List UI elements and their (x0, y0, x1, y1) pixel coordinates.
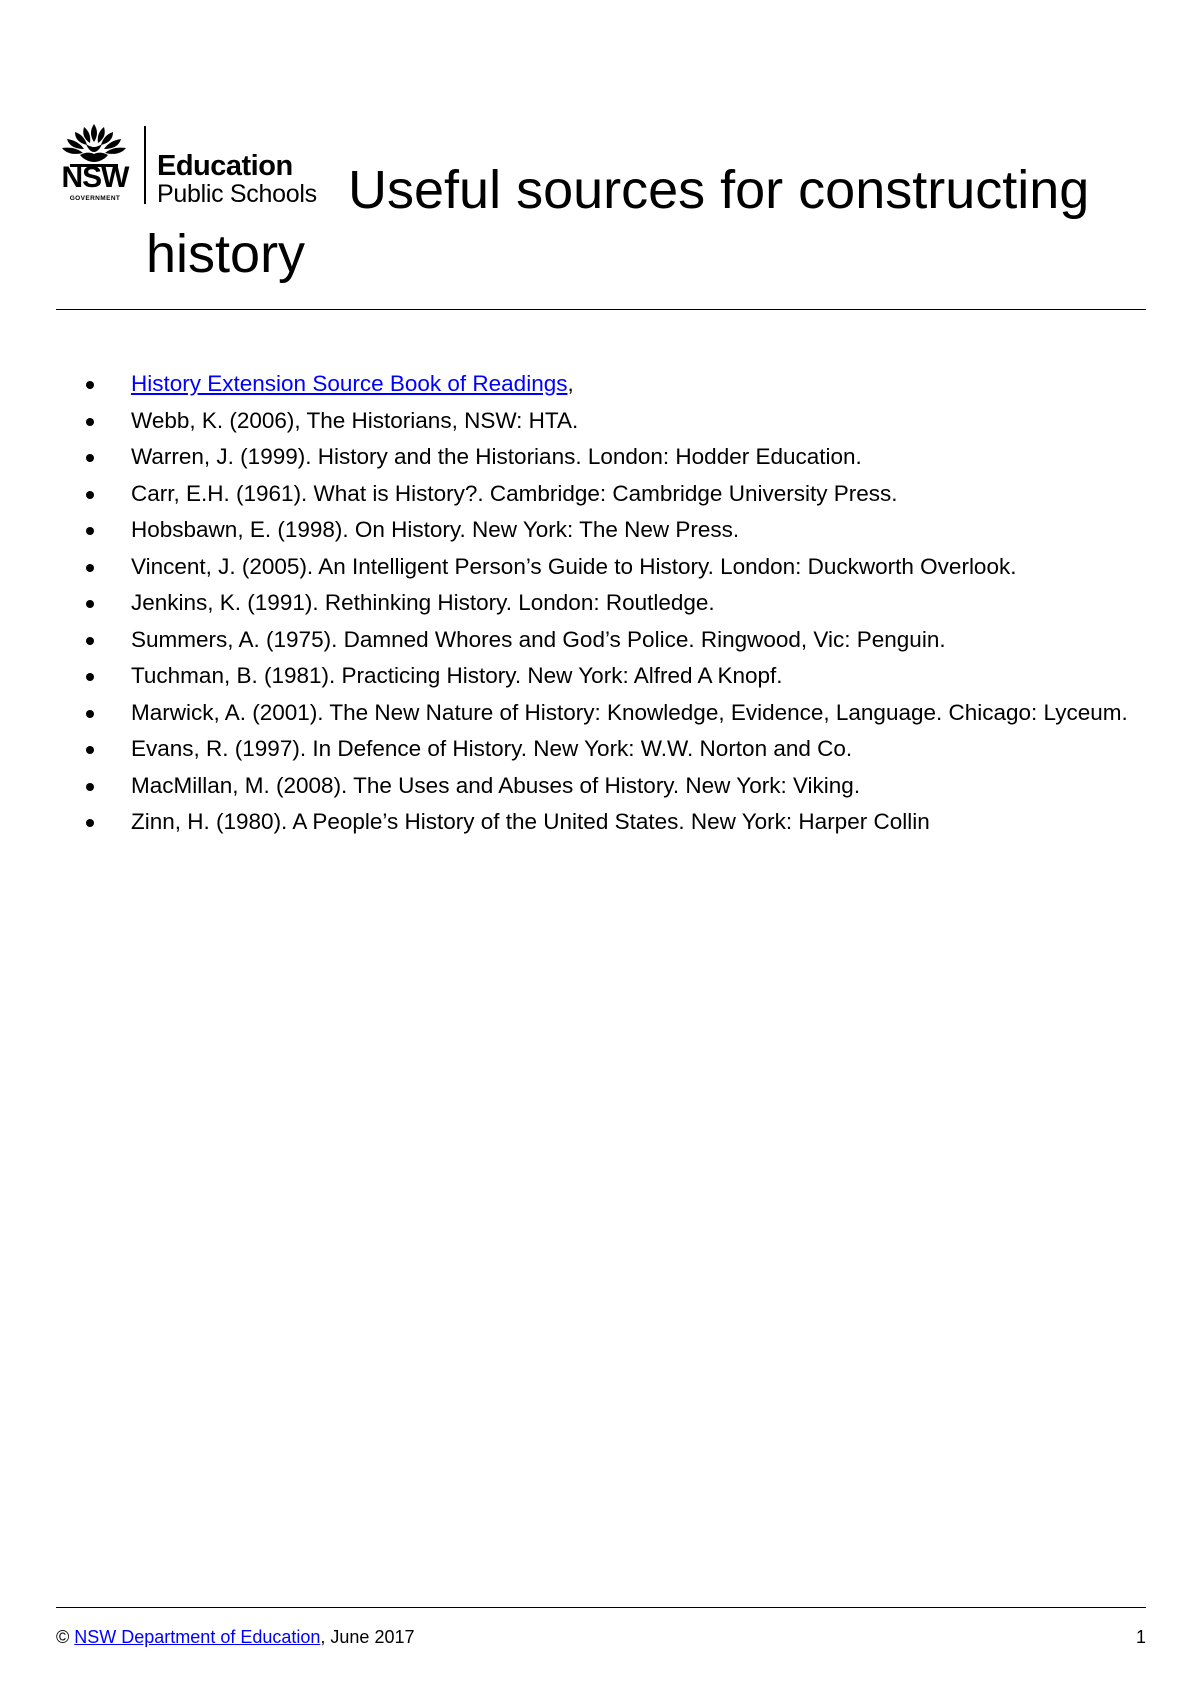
source-citation: Webb, K. (2006), The Historians, NSW: HTA. (131, 407, 579, 433)
bullet-icon (86, 418, 94, 426)
bullet-icon (86, 381, 94, 389)
source-citation: Vincent, J. (2005). An Intelligent Person’s Guide to History. London: Duckworth Overlook. (131, 553, 1017, 579)
list-item (56, 480, 1146, 507)
page-footer (56, 1626, 1146, 1648)
government-wordmark: GOVERNMENT (69, 195, 121, 202)
list-item (56, 808, 1146, 835)
source-citation: Carr, E.H. (1961). What is History?. Cambridge: Cambridge University Press. (131, 480, 898, 506)
logo-public-schools-text: Public Schools (157, 180, 317, 208)
source-citation: Tuchman, B. (1981). Practicing History. New York: Alfred A Knopf. (131, 663, 783, 688)
sources-list (56, 370, 1146, 845)
bullet-icon (86, 564, 94, 572)
source-book-link[interactable]: History Extension Source Book of Readings (131, 371, 568, 396)
bullet-icon (86, 710, 94, 718)
bullet-icon (86, 454, 94, 462)
source-citation: Evans, R. (1997). In Defence of History. New York: W.W. Norton and Co. (131, 736, 853, 761)
source-citation: Jenkins, K. (1991). Rethinking History. London: Routledge. (131, 590, 715, 615)
list-item (56, 443, 1146, 470)
page-title: Useful sources for constructing history (146, 160, 1090, 284)
list-item (56, 407, 1146, 434)
source-citation: Summers, A. (1975). Damned Whores and God’s Police. Ringwood, Vic: Penguin. (131, 626, 946, 652)
list-item (56, 589, 1146, 616)
bullet-icon (86, 527, 94, 535)
bullet-icon (86, 819, 94, 827)
copyright-symbol: © (56, 1627, 70, 1647)
list-item (56, 516, 1146, 543)
list-item (56, 699, 1146, 726)
nsw-department-link[interactable]: NSW Department of Education (74, 1627, 321, 1647)
source-citation: Marwick, A. (2001). The New Nature of History: Knowledge, Evidence, Language. Chicago: Lyceum. (131, 699, 1128, 725)
list-item (56, 735, 1146, 762)
logo-education-text: Education (157, 150, 293, 182)
bullet-icon (86, 746, 94, 754)
page-number: 1 (1135, 1627, 1146, 1647)
source-citation: Warren, J. (1999). History and the Historians. London: Hodder Education. (131, 444, 862, 469)
list-item (56, 662, 1146, 689)
footer-date: , June 2017 (320, 1627, 415, 1647)
list-item (56, 626, 1146, 653)
list-item (56, 772, 1146, 799)
bullet-icon (86, 783, 94, 791)
bullet-icon (86, 637, 94, 645)
list-item (56, 370, 1146, 397)
bullet-icon (86, 491, 94, 499)
source-citation: Hobsbawn, E. (1998). On History. New York: The New Press. (131, 517, 740, 542)
header-divider (56, 309, 1146, 310)
source-citation: Zinn, H. (1980). A People’s History of the United States. New York: Harper Collin (131, 809, 930, 834)
bullet-icon (86, 600, 94, 608)
source-citation: MacMillan, M. (2008). The Uses and Abuses of History. New York: Viking. (131, 772, 861, 798)
bullet-icon (86, 673, 94, 681)
footer-divider (56, 1607, 1146, 1608)
list-item (56, 553, 1146, 580)
nsw-wordmark: NSW (61, 161, 129, 194)
citation-suffix: , (567, 371, 574, 396)
